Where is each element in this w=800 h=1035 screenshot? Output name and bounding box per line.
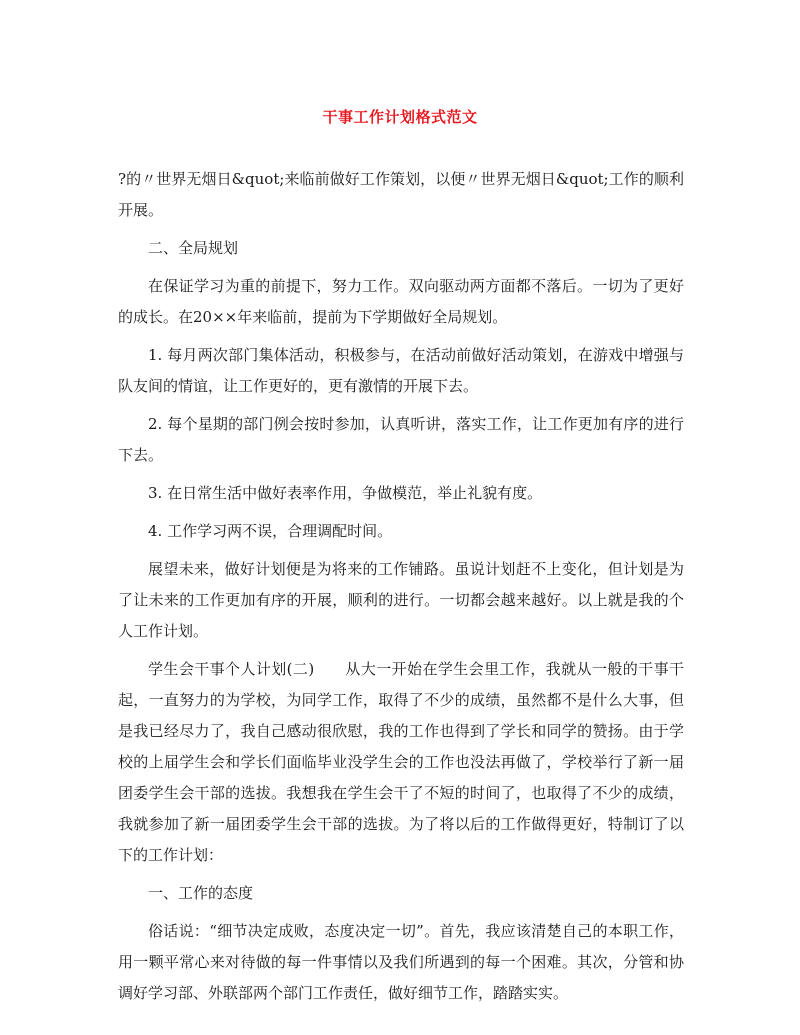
- paragraph-outlook: 展望未来，做好计划便是为将来的工作铺路。虽说计划赶不上变化，但计划是为了让未来的工作更加有序的开展，顺利的进行。一切都会越来越好。以上就是我的个人工作计划。: [118, 560, 684, 640]
- paragraph-continuation: ?的〃世界无烟日&quot;来临前做好工作策划，以便〃世界无烟日&quot;工作的顺利开展。: [118, 170, 684, 219]
- document-body: [118, 164, 684, 1016]
- list-item-2: 2. 每个星期的部门例会按时参加，认真听讲，落实工作，让工作更加有序的进行下去。: [118, 415, 684, 464]
- paragraph-overall-plan: 在保证学习为重的前提下，努力工作。双向驱动两方面都不落后。一切为了更好的成长。在20××年来临前，提前为下学期做好全局规划。: [118, 277, 684, 326]
- document-title: 干事工作计划格式范文: [322, 108, 478, 126]
- paragraph-work-attitude: 俗话说：“细节决定成败，态度决定一切”。首先，我应该清楚自己的本职工作，用一颗平常心来对待做的每一件事情以及我们所遇到的每一个困难。其次，分管和协调好学习部、外联部两个部门工作责任，做好细节工作，踏踏实实。: [118, 922, 684, 1002]
- list-item-4: 4. 工作学习两不误，合理调配时间。: [148, 522, 393, 540]
- list-item-1: 1. 每月两次部门集体活动，积极参与，在活动前做好活动策划，在游戏中增强与队友间的情谊，让工作更好的，更有激情的开展下去。: [118, 346, 684, 395]
- list-item-3: 3. 在日常生活中做好表率作用，争做模范，举止礼貌有度。: [148, 484, 543, 502]
- paragraph-plan-two-intro: 学生会干事个人计划(二) 从大一开始在学生会里工作，我就从一般的干事干起，一直努力的为学校，为同学工作，取得了不少的成绩，虽然都不是什么大事，但是我已经尽力了，我自己感动很欣慰，我的工作也得到了学长和同学的赞扬。由于学校的上届学生会和学长们面临毕业没学生会的工作也没法再做了，学校举行了新一届团委学生会干部的选拔。我想我在学生会干了不短的时间了，也取得了不少的成绩，我就参加了新一届团委学生会干部的选拔。为了将以后的工作做得更好，特制订了以下的工作计划：: [118, 660, 684, 864]
- section-heading-overall-plan: 二、全局规划: [148, 239, 239, 257]
- section-heading-work-attitude: 一、工作的态度: [148, 884, 254, 902]
